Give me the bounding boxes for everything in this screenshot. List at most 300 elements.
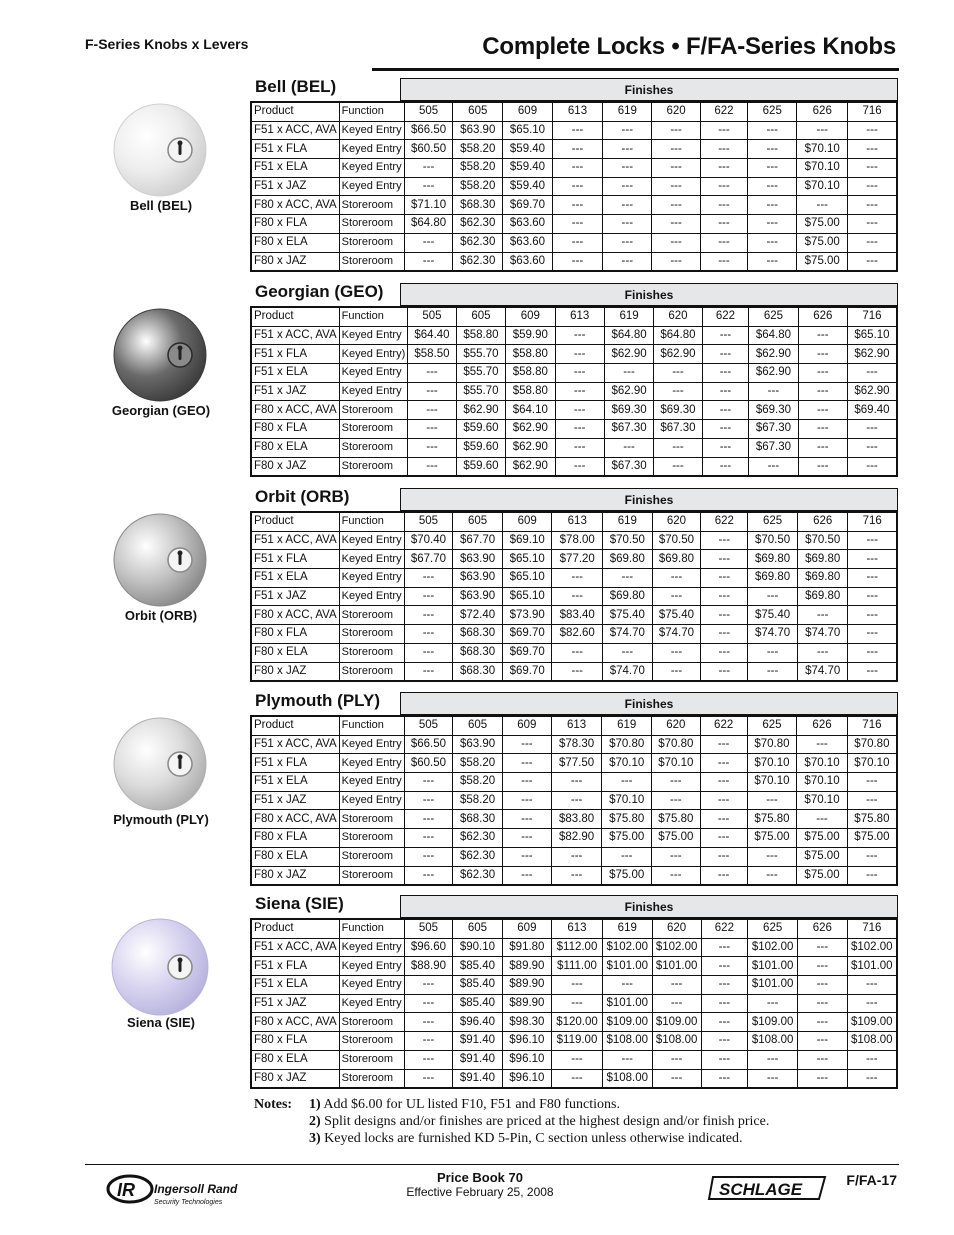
- price-cell: $75.00: [797, 233, 848, 252]
- price-cell: ---: [502, 810, 551, 829]
- price-cell: ---: [701, 1013, 748, 1032]
- price-cell: ---: [552, 233, 602, 252]
- series-label: F-Series Knobs x Levers: [85, 36, 249, 52]
- price-cell: $91.40: [453, 1050, 502, 1069]
- price-cell: $74.70: [797, 662, 848, 681]
- column-header: 613: [552, 512, 603, 531]
- price-cell: ---: [847, 457, 897, 476]
- table-row: [251, 643, 897, 662]
- price-cell: ---: [652, 252, 700, 271]
- price-cell: $69.80: [652, 550, 701, 569]
- product-cell: F51 x JAZ: [251, 994, 339, 1013]
- product-cell: F51 x ACC, AVA: [251, 531, 339, 550]
- price-cell: $69.80: [797, 587, 848, 606]
- column-header: Product: [251, 512, 339, 531]
- price-cell: $75.00: [602, 829, 652, 848]
- function-cell: Storeroom: [339, 1069, 404, 1088]
- price-cell: ---: [798, 1069, 848, 1088]
- bel-image-label: Bell (BEL): [129, 198, 193, 213]
- price-cell: ---: [701, 957, 748, 976]
- table-header-row: [251, 919, 897, 938]
- price-cell: $60.50: [404, 140, 453, 159]
- price-cell: $69.10: [502, 531, 552, 550]
- note-2: 2) Split designs and/or finishes are priced at the highest design and/or finish price.: [309, 1114, 770, 1129]
- table-row: [251, 1013, 897, 1032]
- price-cell: $62.30: [453, 215, 503, 234]
- price-cell: ---: [702, 382, 749, 401]
- table-row: [251, 364, 897, 383]
- product-cell: F80 x FLA: [251, 829, 339, 848]
- finishes-header: Finishes: [400, 692, 898, 715]
- product-cell: F80 x ELA: [251, 847, 339, 866]
- orb-knob-image: [108, 508, 212, 612]
- price-cell: $69.70: [503, 196, 553, 215]
- column-header: 620: [654, 307, 702, 326]
- price-cell: ---: [651, 847, 700, 866]
- price-cell: ---: [651, 773, 700, 792]
- price-cell: ---: [700, 810, 747, 829]
- function-cell: Keyed Entry: [339, 550, 404, 569]
- price-cell: $67.30: [654, 420, 702, 439]
- column-header: 622: [701, 512, 748, 531]
- product-cell: F80 x JAZ: [251, 252, 339, 271]
- price-cell: $65.10: [502, 587, 552, 606]
- price-cell: ---: [552, 140, 602, 159]
- table-row: [251, 606, 897, 625]
- price-cell: ---: [702, 345, 749, 364]
- price-cell: $101.00: [602, 957, 652, 976]
- price-cell: ---: [700, 847, 747, 866]
- function-cell: Storeroom: [339, 215, 404, 234]
- price-cell: $63.60: [503, 252, 553, 271]
- price-cell: $96.10: [502, 1069, 551, 1088]
- function-cell: Storeroom: [339, 401, 408, 420]
- price-cell: ---: [652, 121, 700, 140]
- price-cell: ---: [552, 196, 602, 215]
- table-row: [251, 140, 897, 159]
- bel-price-table: [250, 101, 898, 272]
- price-cell: ---: [798, 438, 847, 457]
- price-cell: ---: [700, 754, 747, 773]
- price-cell: ---: [700, 252, 747, 271]
- column-header: 620: [652, 512, 701, 531]
- price-cell: ---: [798, 457, 847, 476]
- price-cell: ---: [848, 643, 897, 662]
- price-cell: ---: [604, 438, 653, 457]
- table-row: [251, 531, 897, 550]
- price-cell: $102.00: [652, 938, 701, 957]
- price-cell: ---: [798, 345, 847, 364]
- price-cell: $85.40: [453, 957, 502, 976]
- table-row: [251, 662, 897, 681]
- table-row: [251, 177, 897, 196]
- function-cell: Storeroom: [339, 196, 404, 215]
- column-header: 613: [555, 307, 604, 326]
- column-header: Product: [251, 307, 339, 326]
- ply-section-title: Plymouth (PLY): [255, 691, 380, 710]
- price-cell: $70.50: [748, 531, 798, 550]
- price-cell: $98.30: [502, 1013, 551, 1032]
- function-cell: Storeroom: [339, 1032, 404, 1051]
- price-cell: $69.30: [749, 401, 798, 420]
- price-cell: ---: [404, 1032, 453, 1051]
- column-header: 613: [552, 919, 603, 938]
- price-cell: $96.10: [502, 1050, 551, 1069]
- price-cell: $120.00: [552, 1013, 603, 1032]
- price-cell: $58.20: [453, 791, 503, 810]
- column-header: 605: [453, 512, 503, 531]
- price-cell: $70.50: [652, 531, 701, 550]
- price-cell: $67.70: [453, 531, 503, 550]
- price-cell: ---: [603, 140, 652, 159]
- price-cell: ---: [748, 994, 798, 1013]
- price-cell: ---: [798, 1013, 848, 1032]
- svg-text:SCHLAGE: SCHLAGE: [719, 1180, 803, 1199]
- price-cell: ---: [404, 810, 453, 829]
- price-cell: ---: [848, 531, 897, 550]
- bel-knob-image: [108, 98, 212, 202]
- price-cell: $70.10: [847, 754, 897, 773]
- column-header: 605: [456, 307, 505, 326]
- column-header: 619: [603, 102, 652, 121]
- product-cell: F80 x JAZ: [251, 866, 339, 885]
- price-cell: ---: [602, 847, 652, 866]
- price-cell: $65.10: [503, 121, 553, 140]
- finishes-header: Finishes: [400, 78, 898, 101]
- price-cell: ---: [604, 364, 653, 383]
- price-cell: ---: [404, 791, 453, 810]
- column-header: 626: [798, 307, 847, 326]
- price-cell: $75.00: [797, 252, 848, 271]
- function-cell: Keyed Entry: [339, 735, 404, 754]
- price-cell: ---: [700, 233, 747, 252]
- price-cell: ---: [701, 662, 748, 681]
- price-cell: $58.20: [453, 140, 503, 159]
- price-cell: ---: [848, 196, 897, 215]
- price-cell: $68.30: [453, 625, 503, 644]
- price-cell: ---: [748, 159, 797, 178]
- table-header-row: [251, 102, 897, 121]
- price-cell: ---: [797, 643, 848, 662]
- price-cell: ---: [701, 1050, 748, 1069]
- price-cell: ---: [404, 994, 453, 1013]
- table-row: [251, 326, 897, 345]
- price-cell: $75.40: [748, 606, 798, 625]
- price-cell: ---: [651, 791, 700, 810]
- product-cell: F80 x ACC, AVA: [251, 810, 339, 829]
- product-cell: F80 x ELA: [251, 438, 339, 457]
- price-cell: ---: [652, 233, 700, 252]
- price-cell: ---: [700, 829, 747, 848]
- price-cell: ---: [848, 252, 897, 271]
- price-cell: ---: [847, 438, 897, 457]
- price-cell: ---: [748, 196, 797, 215]
- price-cell: ---: [652, 140, 700, 159]
- function-cell: Keyed Entry: [339, 773, 404, 792]
- table-row: [251, 196, 897, 215]
- price-cell: ---: [404, 1069, 453, 1088]
- price-book-label: Price Book 70: [437, 1170, 523, 1185]
- price-cell: $69.70: [502, 625, 552, 644]
- price-cell: $64.80: [404, 215, 453, 234]
- price-cell: $70.10: [602, 791, 652, 810]
- price-cell: ---: [702, 420, 749, 439]
- function-cell: Keyed Entry: [339, 364, 408, 383]
- price-cell: $102.00: [602, 938, 652, 957]
- column-header: 625: [747, 716, 797, 735]
- column-header: 716: [848, 512, 897, 531]
- price-cell: $68.30: [453, 662, 503, 681]
- price-cell: $70.10: [602, 754, 652, 773]
- price-cell: ---: [848, 121, 897, 140]
- price-cell: ---: [603, 233, 652, 252]
- price-cell: ---: [848, 140, 897, 159]
- finishes-header: Finishes: [400, 488, 898, 511]
- price-cell: $64.10: [506, 401, 555, 420]
- ply-image-label: Plymouth (PLY): [113, 812, 209, 827]
- price-cell: ---: [404, 569, 453, 588]
- price-cell: $75.80: [602, 810, 652, 829]
- price-cell: $85.40: [453, 994, 502, 1013]
- price-cell: ---: [748, 177, 797, 196]
- price-cell: $62.30: [453, 829, 503, 848]
- price-cell: $63.90: [453, 569, 503, 588]
- product-cell: F80 x ACC, AVA: [251, 196, 339, 215]
- price-cell: $62.90: [456, 401, 505, 420]
- price-cell: $69.30: [654, 401, 702, 420]
- price-cell: $59.40: [503, 159, 553, 178]
- price-cell: $75.00: [797, 215, 848, 234]
- table-row: [251, 791, 897, 810]
- price-cell: ---: [552, 662, 603, 681]
- price-cell: $96.60: [404, 938, 453, 957]
- price-cell: ---: [502, 735, 551, 754]
- price-cell: $75.40: [603, 606, 653, 625]
- function-cell: Keyed Entry: [339, 140, 404, 159]
- price-cell: ---: [408, 401, 456, 420]
- product-cell: F51 x ACC, AVA: [251, 938, 339, 957]
- price-cell: ---: [652, 569, 701, 588]
- function-cell: Keyed Entry: [339, 382, 408, 401]
- price-cell: $70.10: [747, 754, 797, 773]
- function-cell: Storeroom: [339, 606, 404, 625]
- price-cell: $62.90: [847, 345, 897, 364]
- price-cell: ---: [748, 215, 797, 234]
- price-cell: $75.40: [652, 606, 701, 625]
- price-cell: ---: [798, 364, 847, 383]
- price-cell: ---: [408, 420, 456, 439]
- price-cell: $74.70: [603, 625, 653, 644]
- price-cell: $91.40: [453, 1069, 502, 1088]
- price-cell: ---: [748, 1069, 798, 1088]
- function-cell: Keyed Entry: [339, 121, 404, 140]
- price-cell: ---: [552, 1069, 603, 1088]
- column-header: Function: [339, 307, 408, 326]
- table-row: [251, 773, 897, 792]
- price-cell: $75.00: [847, 829, 897, 848]
- price-cell: $83.40: [552, 606, 603, 625]
- price-cell: ---: [552, 569, 603, 588]
- price-cell: $62.90: [654, 345, 702, 364]
- column-header: Product: [251, 716, 339, 735]
- price-cell: $69.70: [502, 662, 552, 681]
- product-cell: F51 x ELA: [251, 569, 339, 588]
- price-cell: $108.00: [602, 1069, 652, 1088]
- column-header: 505: [408, 307, 456, 326]
- price-cell: ---: [847, 364, 897, 383]
- orb-section-title: Orbit (ORB): [255, 487, 350, 506]
- column-header: 619: [602, 716, 652, 735]
- page-title: Complete Locks • F/FA-Series Knobs: [482, 33, 896, 60]
- price-cell: ---: [404, 643, 453, 662]
- price-cell: $70.50: [797, 531, 848, 550]
- column-header: 605: [453, 102, 503, 121]
- column-header: 622: [700, 716, 747, 735]
- column-header: 605: [453, 716, 503, 735]
- price-cell: $101.00: [748, 976, 798, 995]
- column-header: 716: [847, 716, 897, 735]
- price-cell: $69.80: [797, 569, 848, 588]
- price-cell: ---: [404, 159, 453, 178]
- price-cell: ---: [748, 140, 797, 159]
- price-cell: $119.00: [552, 1032, 603, 1051]
- price-cell: $74.70: [603, 662, 653, 681]
- price-cell: ---: [797, 735, 848, 754]
- price-cell: $58.80: [506, 345, 555, 364]
- price-cell: ---: [654, 457, 702, 476]
- schlage-logo: [707, 1173, 829, 1203]
- table-row: [251, 121, 897, 140]
- price-cell: ---: [848, 177, 897, 196]
- price-cell: ---: [652, 587, 701, 606]
- price-cell: ---: [652, 994, 701, 1013]
- price-cell: $63.90: [453, 121, 503, 140]
- price-cell: ---: [798, 401, 847, 420]
- product-cell: F51 x FLA: [251, 550, 339, 569]
- price-cell: $58.80: [456, 326, 505, 345]
- price-cell: $65.10: [502, 569, 552, 588]
- price-cell: ---: [603, 196, 652, 215]
- table-row: [251, 1050, 897, 1069]
- price-cell: ---: [847, 773, 897, 792]
- price-cell: ---: [797, 810, 848, 829]
- price-cell: ---: [848, 159, 897, 178]
- price-cell: ---: [749, 382, 798, 401]
- table-header-row: [251, 307, 897, 326]
- product-cell: F80 x FLA: [251, 420, 339, 439]
- price-cell: ---: [798, 1032, 848, 1051]
- price-cell: $62.30: [453, 252, 503, 271]
- price-cell: $62.30: [453, 233, 503, 252]
- table-header-row: [251, 716, 897, 735]
- price-cell: $55.70: [456, 345, 505, 364]
- price-cell: ---: [847, 994, 897, 1013]
- bel-section-title: Bell (BEL): [255, 77, 337, 96]
- price-cell: $85.40: [453, 976, 502, 995]
- price-cell: ---: [555, 420, 604, 439]
- price-cell: ---: [847, 866, 897, 885]
- price-cell: $62.90: [749, 345, 798, 364]
- price-cell: $108.00: [847, 1032, 897, 1051]
- price-cell: $89.90: [502, 994, 551, 1013]
- price-cell: ---: [602, 773, 652, 792]
- price-cell: $55.70: [456, 364, 505, 383]
- price-cell: ---: [701, 994, 748, 1013]
- table-row: [251, 382, 897, 401]
- price-cell: ---: [701, 550, 748, 569]
- price-cell: $70.10: [747, 773, 797, 792]
- price-cell: $91.40: [453, 1032, 502, 1051]
- price-cell: ---: [502, 847, 551, 866]
- price-cell: $59.90: [506, 326, 555, 345]
- function-cell: Keyed Entry: [339, 754, 404, 773]
- price-cell: $69.30: [604, 401, 653, 420]
- product-cell: F51 x FLA: [251, 345, 339, 364]
- price-cell: ---: [747, 866, 797, 885]
- price-cell: $62.30: [453, 847, 503, 866]
- price-cell: ---: [701, 1032, 748, 1051]
- footer-rule: [85, 1164, 899, 1165]
- price-cell: $70.10: [797, 159, 848, 178]
- price-cell: $78.00: [552, 531, 603, 550]
- price-cell: ---: [551, 866, 602, 885]
- price-cell: $89.90: [502, 957, 551, 976]
- price-cell: $70.10: [797, 791, 848, 810]
- price-cell: $74.70: [748, 625, 798, 644]
- function-cell: Keyed Entry: [339, 531, 404, 550]
- price-cell: $96.10: [502, 1032, 551, 1051]
- price-cell: $60.50: [404, 754, 453, 773]
- price-cell: ---: [847, 791, 897, 810]
- price-cell: $75.00: [797, 866, 848, 885]
- function-cell: Storeroom: [339, 625, 404, 644]
- price-cell: $102.00: [748, 938, 798, 957]
- product-cell: F51 x ACC, AVA: [251, 735, 339, 754]
- price-cell: ---: [749, 457, 798, 476]
- column-header: 505: [404, 102, 453, 121]
- price-cell: $101.00: [847, 957, 897, 976]
- price-cell: ---: [701, 625, 748, 644]
- price-cell: ---: [652, 662, 701, 681]
- table-row: [251, 1032, 897, 1051]
- price-cell: ---: [747, 791, 797, 810]
- price-cell: ---: [408, 364, 456, 383]
- price-cell: ---: [502, 829, 551, 848]
- price-cell: ---: [603, 252, 652, 271]
- price-cell: $75.80: [747, 810, 797, 829]
- column-header: 626: [798, 919, 848, 938]
- price-cell: $67.30: [749, 438, 798, 457]
- price-cell: $63.60: [503, 215, 553, 234]
- price-cell: $63.90: [453, 550, 503, 569]
- price-cell: $58.20: [453, 754, 503, 773]
- function-cell: Keyed Entry): [339, 345, 408, 364]
- geo-knob-image: [108, 303, 212, 407]
- price-cell: ---: [848, 215, 897, 234]
- column-header: Product: [251, 919, 339, 938]
- price-cell: $75.00: [651, 829, 700, 848]
- price-cell: ---: [404, 662, 453, 681]
- function-cell: Storeroom: [339, 1050, 404, 1069]
- table-row: [251, 625, 897, 644]
- price-cell: ---: [404, 866, 453, 885]
- price-cell: $74.70: [797, 625, 848, 644]
- product-cell: F80 x ACC, AVA: [251, 401, 339, 420]
- price-cell: $58.80: [506, 364, 555, 383]
- price-cell: $83.80: [551, 810, 602, 829]
- price-cell: $69.40: [847, 401, 897, 420]
- price-cell: ---: [798, 326, 847, 345]
